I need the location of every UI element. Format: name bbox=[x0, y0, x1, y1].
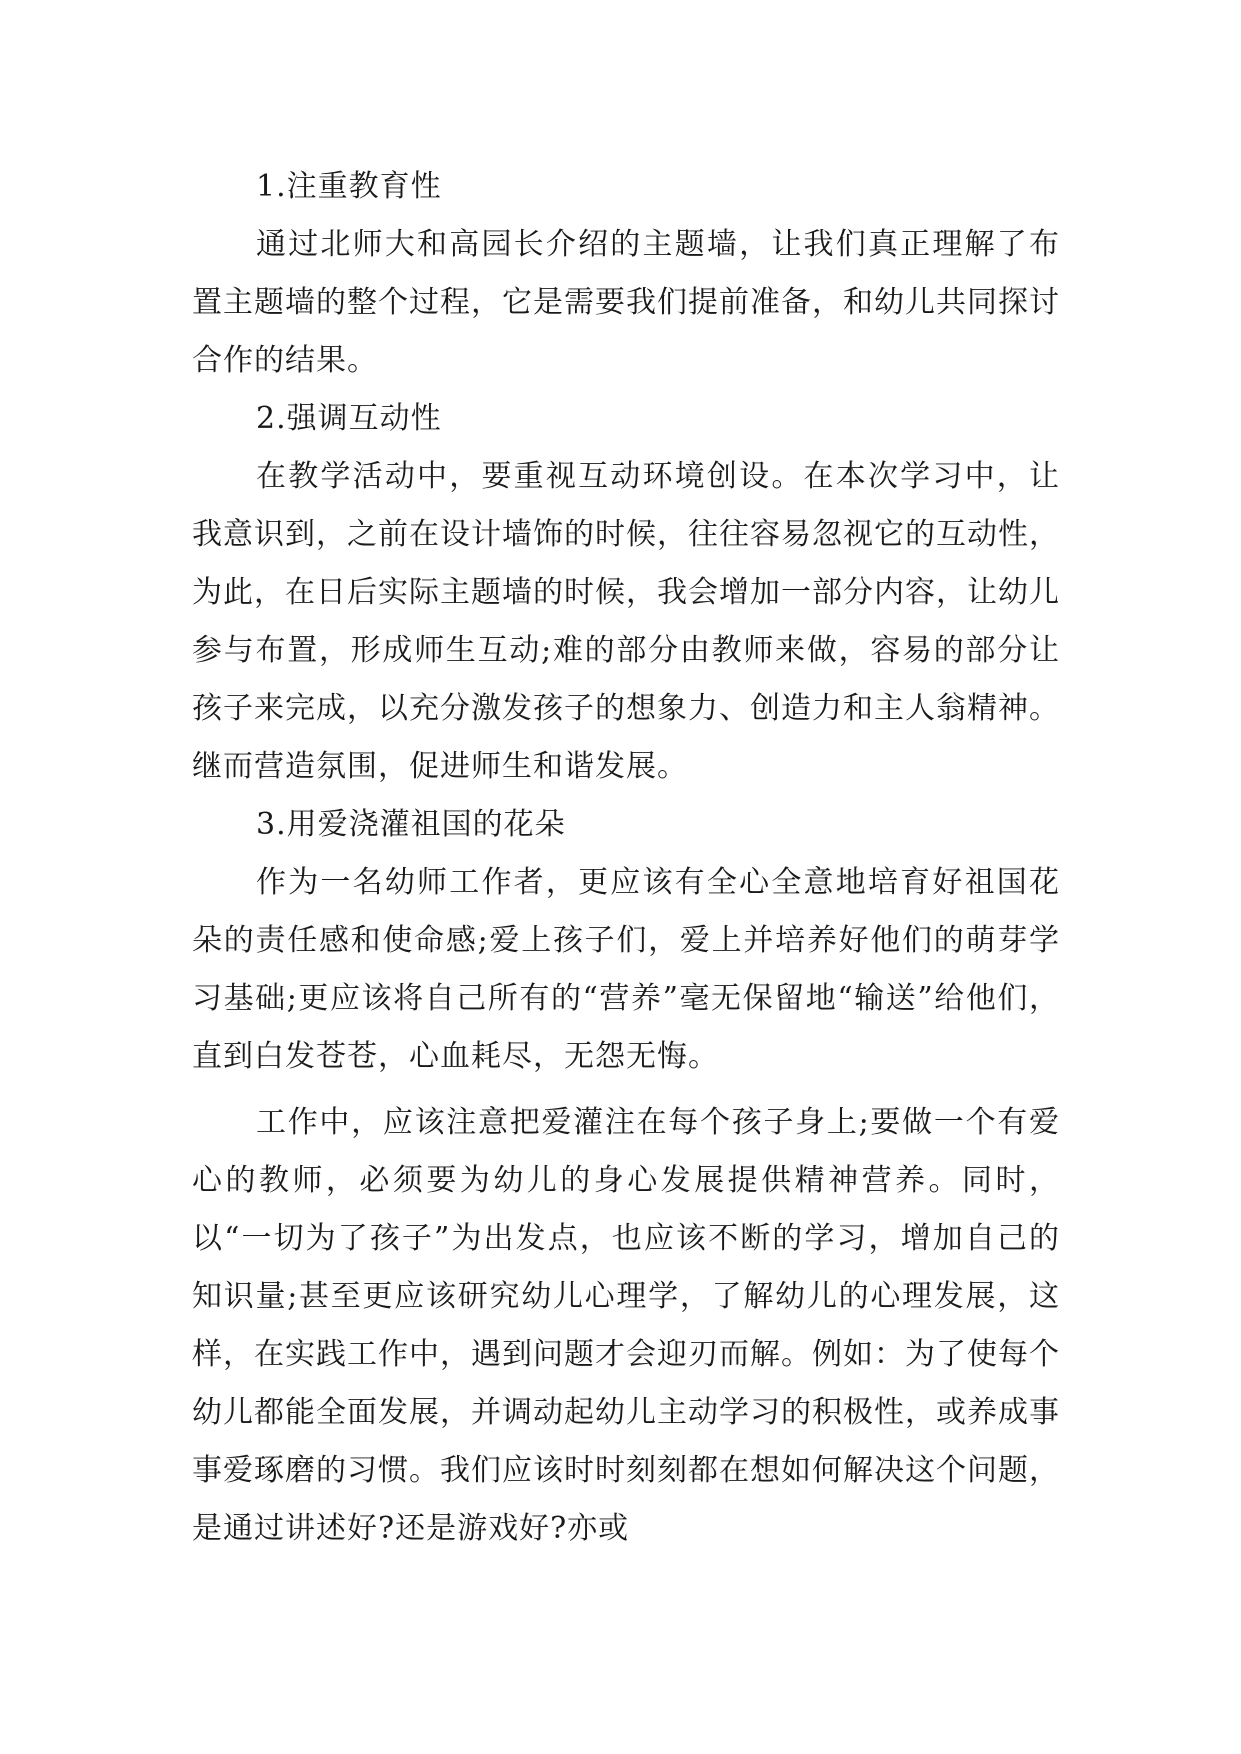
document-body bbox=[192, 158, 1060, 1558]
section-2-paragraph-1: 在教学活动中，要重视互动环境创设。在本次学习中，让我意识到，之前在设计墙饰的时候，往往容易忽视它的互动性，为此，在日后实际主题墙的时候，我会增加一部分内容，让幼儿参与布置，形成师生互动;难的部分由教师来做，容易的部分让孩子来完成，以充分激发孩子的想象力、创造力和主人翁精神。继而营造氛围，促进师生和谐发展。 bbox=[192, 459, 1060, 784]
section-3-paragraph-1: 作为一名幼师工作者，更应该有全心全意地培育好祖国花朵的责任感和使命感;爱上孩子们，爱上并培养好他们的萌芽学习基础;更应该将自己所有的“营养”毫无保留地“输送”给他们，直到白发苍苍，心血耗尽，无怨无悔。 bbox=[192, 865, 1060, 1074]
section-heading-3: 3.用爱浇灌祖国的花朵 bbox=[256, 807, 566, 842]
section-heading-2: 2.强调互动性 bbox=[256, 401, 442, 436]
section-3-paragraph-2: 工作中，应该注意把爱灌注在每个孩子身上;要做一个有爱心的教师，必须要为幼儿的身心发展提供精神营养。同时，以“一切为了孩子”为出发点，也应该不断的学习，增加自己的知识量;甚至更应该研究幼儿心理学，了解幼儿的心理发展，这样，在实践工作中，遇到问题才会迎刃而解。例如：为了使每个幼儿都能全面发展，并调动起幼儿主动学习的积极性，或养成事事爱琢磨的习惯。我们应该时时刻刻都在想如何解决这个问题，是通过讲述好?还是游戏好?亦或 bbox=[192, 1105, 1060, 1546]
section-heading-1: 1.注重教育性 bbox=[256, 169, 442, 204]
section-1-paragraph-1: 通过北师大和高园长介绍的主题墙，让我们真正理解了布置主题墙的整个过程，它是需要我们提前准备，和幼儿共同探讨合作的结果。 bbox=[192, 227, 1060, 378]
